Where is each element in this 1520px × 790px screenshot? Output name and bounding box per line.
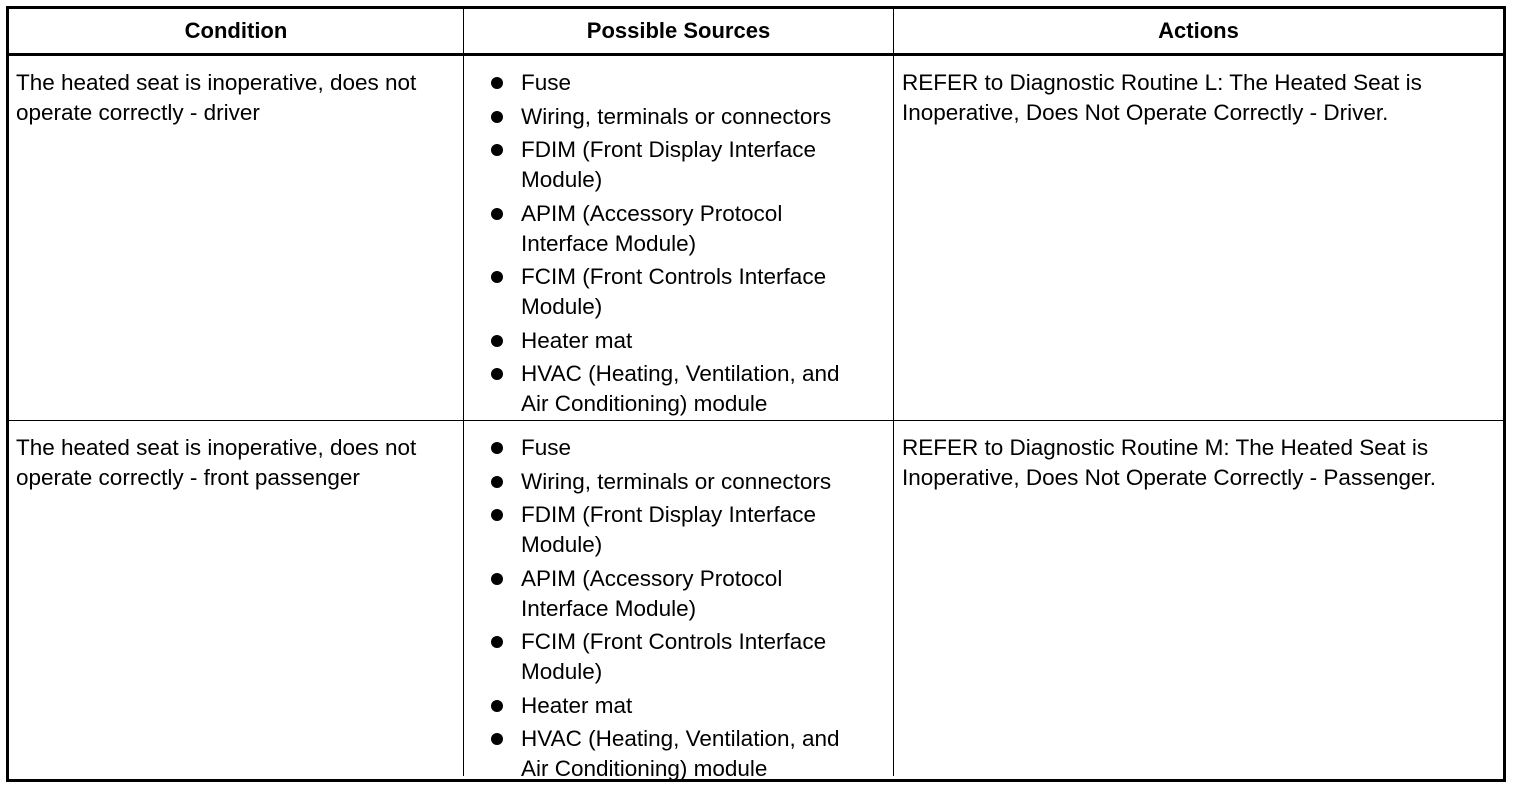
- sources-cell: [464, 421, 894, 781]
- bullet-icon: [491, 271, 503, 283]
- bullet-icon: [491, 442, 503, 454]
- condition-cell: The heated seat is inoperative, does not operate correctly - driver: [9, 56, 464, 420]
- action-cell: REFER to Diagnostic Routine L: The Heated Seat is Inoperative, Does Not Operate Correctly - Driver.: [902, 70, 1422, 125]
- bullet-icon: [491, 77, 503, 89]
- bullet-icon: [491, 208, 503, 220]
- source-text: FCIM (Front Controls Interface Module): [521, 264, 827, 319]
- source-text: HVAC (Heating, Ventilation, and Air Conditioning) module: [521, 361, 840, 416]
- source-text: HVAC (Heating, Ventilation, and Air Conditioning) module: [521, 726, 840, 781]
- source-text: Fuse: [521, 435, 572, 460]
- list-item: [464, 359, 893, 419]
- header-possible-sources: Possible Sources: [464, 9, 894, 53]
- source-text: Heater mat: [521, 327, 633, 353]
- list-item: [464, 433, 893, 463]
- source-text: Wiring, terminals or connectors: [521, 468, 832, 494]
- bullet-icon: [491, 700, 503, 712]
- list-item: [464, 564, 893, 624]
- bullet-icon: [491, 111, 503, 123]
- source-text: Heater mat: [521, 692, 633, 718]
- bullet-icon: [491, 733, 503, 745]
- source-text: FDIM (Front Display Interface Module): [521, 502, 817, 557]
- bullet-icon: [491, 368, 503, 380]
- source-text: Wiring, terminals or connectors: [521, 103, 832, 129]
- source-text: APIM (Accessory Protocol Interface Module): [521, 200, 783, 256]
- list-item: [464, 199, 893, 259]
- diagnostic-table: [6, 6, 1506, 782]
- list-item: [464, 102, 893, 132]
- sources-cell: [464, 56, 894, 420]
- sources-list: [464, 56, 893, 419]
- bullet-icon: [491, 636, 503, 648]
- table-row: [9, 56, 1503, 421]
- list-item: [464, 724, 893, 784]
- source-text: FDIM (Front Display Interface Module): [521, 137, 817, 192]
- list-item: [464, 500, 893, 560]
- bullet-icon: [491, 335, 503, 347]
- source-text: APIM (Accessory Protocol Interface Module): [521, 565, 783, 621]
- list-item: [464, 262, 893, 322]
- list-item: [464, 326, 893, 356]
- header-actions: Actions: [1158, 18, 1239, 43]
- list-item: [464, 627, 893, 687]
- bullet-icon: [491, 476, 503, 488]
- bullet-icon: [491, 144, 503, 156]
- sources-list: [464, 421, 893, 784]
- list-item: [464, 467, 893, 497]
- action-cell: REFER to Diagnostic Routine M: The Heated Seat is Inoperative, Does Not Operate Correctly - Passenger.: [902, 435, 1437, 490]
- source-text: FCIM (Front Controls Interface Module): [521, 629, 827, 684]
- bullet-icon: [491, 509, 503, 521]
- table-header-row: [9, 9, 1503, 56]
- list-item: [464, 68, 893, 98]
- source-text: Fuse: [521, 70, 572, 95]
- list-item: [464, 135, 893, 195]
- header-condition: Condition: [9, 9, 464, 53]
- condition-cell: The heated seat is inoperative, does not operate correctly - front passenger: [9, 421, 464, 776]
- bullet-icon: [491, 573, 503, 585]
- list-item: [464, 691, 893, 721]
- table-row: [9, 421, 1503, 781]
